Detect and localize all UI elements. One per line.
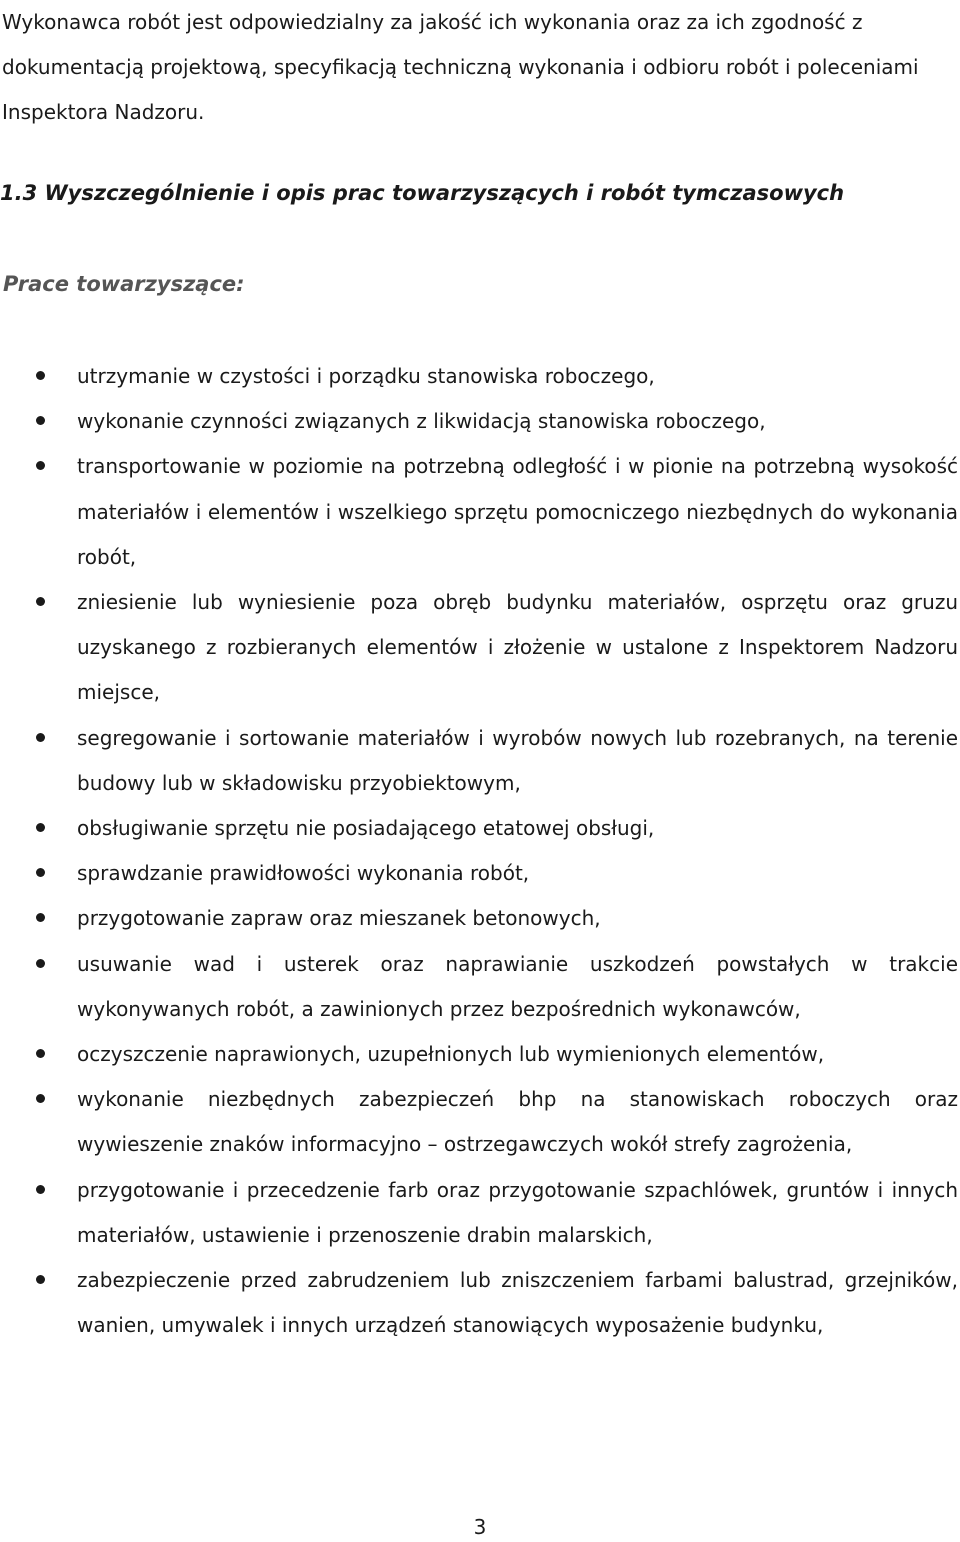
list-item-text: przygotowanie i przecedzenie farb oraz przygotowanie szpachlówek, gruntów i innych materiałów, ustawienie i przenoszenie drabin malarskich, <box>77 1177 958 1247</box>
list-item <box>0 1258 960 1348</box>
list-item <box>0 716 960 806</box>
list-item-text: wykonanie czynności związanych z likwidacją stanowiska roboczego, <box>77 409 766 434</box>
list-item <box>0 399 960 444</box>
bullet-icon <box>36 1275 45 1284</box>
list-item-text: sprawdzanie prawidłowości wykonania robót, <box>77 861 530 886</box>
list-item-text: wykonanie niezbędnych zabezpieczeń bhp na stanowiskach roboczych oraz wywieszenie znaków informacyjno – ostrzegawczych wokół strefy zagrożenia, <box>77 1087 958 1157</box>
list-item <box>0 1168 960 1258</box>
list-item-text: transportowanie w poziomie na potrzebną odległość i w pionie na potrzebną wysokość materiałów i elementów i wszelkiego sprzętu pomocniczego niezbędnych do wykonania robót, <box>77 454 958 569</box>
bullet-icon <box>36 1049 45 1058</box>
list-item <box>0 444 960 580</box>
list-item-text: usuwanie wad i usterek oraz naprawianie uszkodzeń powstałych w trakcie wykonywanych robót, a zawinionych przez bezpośrednich wykonawców, <box>77 951 958 1021</box>
list-item <box>0 354 960 399</box>
list-item-text: oczyszczenie naprawionych, uzupełnionych lub wymienionych elementów, <box>77 1042 825 1067</box>
list-item-text: przygotowanie zapraw oraz mieszanek betonowych, <box>77 906 601 931</box>
bullet-icon <box>36 1094 45 1103</box>
sub-heading: Prace towarzyszące: <box>3 272 245 296</box>
list-item <box>0 851 960 896</box>
bullet-icon <box>36 823 45 832</box>
bullet-icon <box>36 913 45 922</box>
bullet-icon <box>36 868 45 877</box>
bullet-icon <box>36 461 45 470</box>
list-item <box>0 1032 960 1077</box>
bullet-icon <box>36 371 45 380</box>
bullet-icon <box>36 733 45 742</box>
list-item <box>0 896 960 941</box>
bullet-icon <box>36 1185 45 1194</box>
list-item <box>0 806 960 851</box>
list-item-text: segregowanie i sortowanie materiałów i wyrobów nowych lub rozebranych, na terenie budowy lub w składowisku przyobiektowym, <box>77 725 958 795</box>
page-number: 3 <box>473 1515 487 1539</box>
intro-paragraph: Wykonawca robót jest odpowiedzialny za jakość ich wykonania oraz za ich zgodność z dokumentacją projektową, specyfikacją techniczną wykonania i odbioru robót i poleceniami Inspektora Nadzoru. <box>2 10 919 124</box>
list-item <box>0 942 960 1032</box>
bullet-icon <box>36 959 45 968</box>
list-item <box>0 1077 960 1167</box>
section-heading: 1.3 Wyszczególnienie i opis prac towarzyszących i robót tymczasowych <box>0 181 845 205</box>
task-list <box>0 354 960 1348</box>
bullet-icon <box>36 597 45 606</box>
bullet-icon <box>36 416 45 425</box>
list-item <box>0 580 960 716</box>
list-item-text: utrzymanie w czystości i porządku stanowiska roboczego, <box>77 364 655 388</box>
list-item-text: zabezpieczenie przed zabrudzeniem lub zniszczeniem farbami balustrad, grzejników, wanien, umywalek i innych urządzeń stanowiących wyposażenie budynku, <box>77 1268 958 1338</box>
list-item-text: obsługiwanie sprzętu nie posiadającego etatowej obsługi, <box>77 816 655 841</box>
list-item-text: zniesienie lub wyniesienie poza obręb budynku materiałów, osprzętu oraz gruzu uzyskanego z rozbieranych elementów i złożenie w ustalone z Inspektorem Nadzoru miejsce, <box>77 590 958 705</box>
